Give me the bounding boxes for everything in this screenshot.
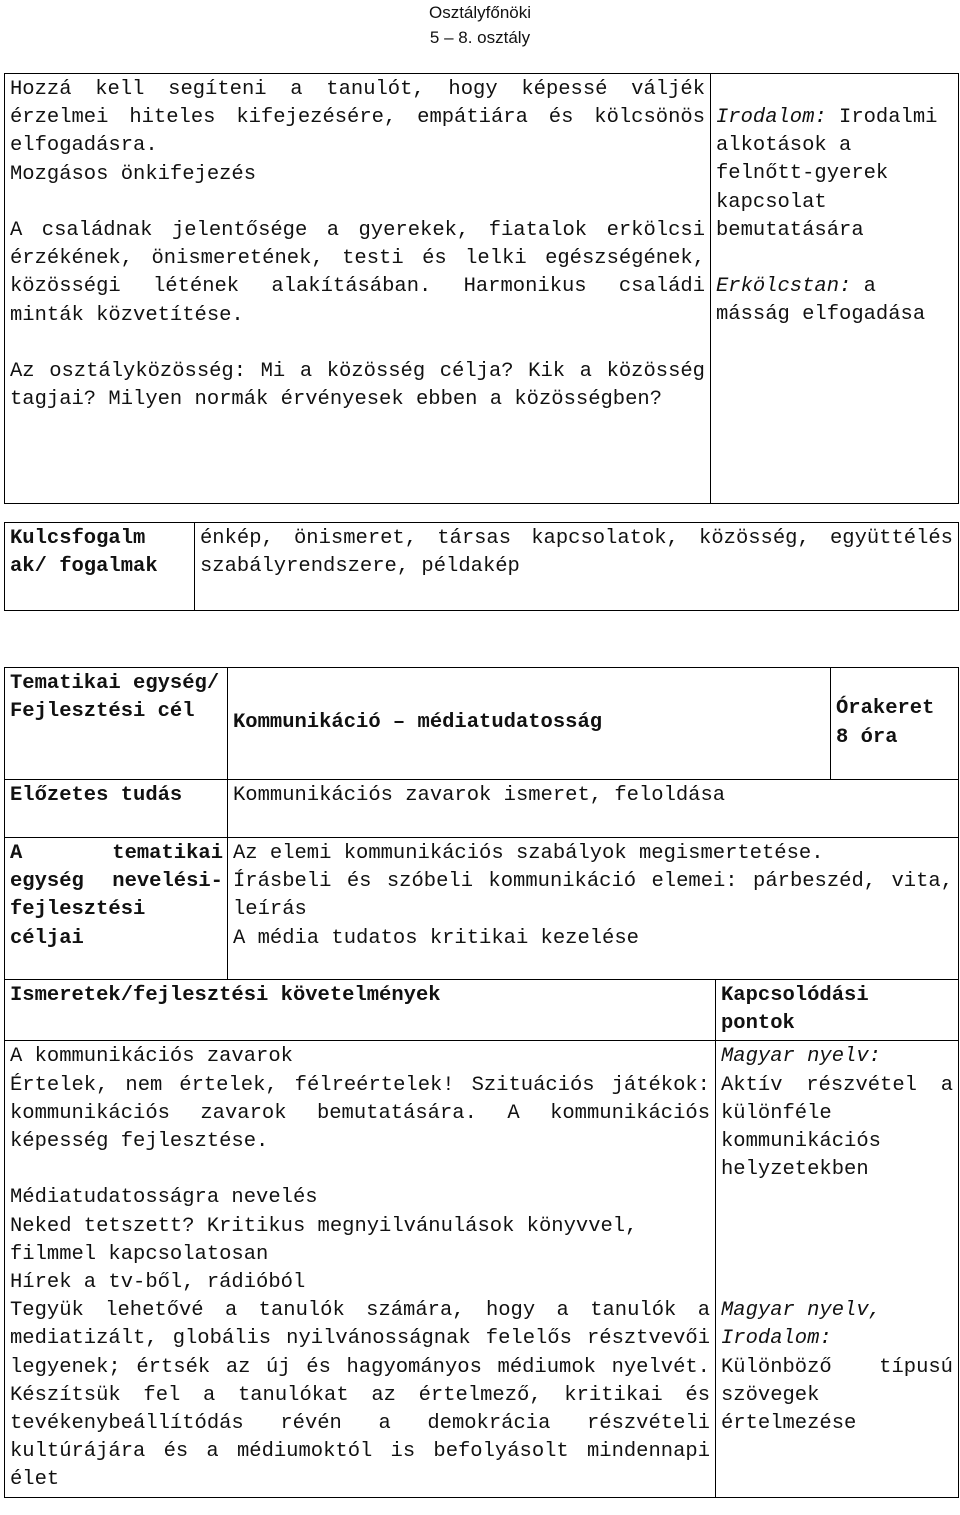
connections-cell <box>711 74 959 504</box>
irodalom-text: Irodalmi alkotások a felnőtt-gyerek kapcsolat bemutatására <box>716 106 938 242</box>
paragraph-movement: Mozgásos önkifejezés <box>10 162 257 186</box>
req-block2-line2: Hírek a tv-ből, rádióból <box>10 1271 306 1295</box>
erkolcstan-label: Erkölcstan: <box>716 275 852 299</box>
key-concepts-label: Kulcsfogalm ak/ fogalmak <box>5 523 195 611</box>
req-block1-text: Értelek, nem értelek, félreértelek! Szituációs játékok: kommunikációs zavarok bemutatására. A kommunikációs képesség fejlesztése. <box>10 1073 710 1154</box>
page-header <box>0 0 960 50</box>
link2-label-1: Magyar nyelv, <box>721 1299 881 1323</box>
goals-label <box>5 838 228 980</box>
hours-label: Órakeret <box>836 697 935 721</box>
goals-line-3: A média tudatos kritikai kezelése <box>233 926 639 950</box>
erkolcstan-text: a másság elfogadása <box>716 275 926 327</box>
hours-cell <box>831 668 959 780</box>
requirements-header: Ismeretek/fejlesztési követelmények <box>5 980 716 1041</box>
link2-label-2: Irodalom: <box>721 1327 832 1351</box>
prior-knowledge-label: Előzetes tudás <box>5 780 228 838</box>
req-block2-title: Médiatudatosságra nevelés <box>10 1186 318 1210</box>
hours-value: 8 óra <box>836 725 898 749</box>
link1-label: Magyar nyelv: <box>721 1045 881 1069</box>
unit-title: Kommunikáció – médiatudatosság <box>228 668 831 780</box>
req-block1-title: A kommunikációs zavarok <box>10 1045 293 1069</box>
links-header: Kapcsolódási pontok <box>716 980 959 1041</box>
header-subject: Osztályfőnöki <box>428 3 532 22</box>
unit-table <box>4 667 959 1498</box>
goals-label-text: A tematikai egység nevelési-fejlesztési céljai <box>10 842 223 950</box>
paragraph-empathy: Hozzá kell segíteni a tanulót, hogy képessé váljék érzelmei hiteles kifejezésére, empátiára és kölcsönös elfogadásra. <box>10 78 705 158</box>
content-cell <box>5 74 711 504</box>
content-table-top <box>4 73 959 504</box>
prior-knowledge-text: Kommunikációs zavarok ismeret, feloldása <box>228 780 959 838</box>
link1-text: Aktív részvétel a különféle kommunikációs helyzetekben <box>721 1073 953 1182</box>
goals-line-1: Az elemi kommunikációs szabályok megismertetése. <box>233 842 824 865</box>
goals-cell <box>228 838 959 980</box>
key-concepts-text: énkép, önismeret, társas kapcsolatok, közösség, együttélés szabályrendszere, példakép <box>195 523 959 611</box>
link2-text: Különböző típusú szövegek értelmezése <box>721 1355 953 1435</box>
links-cell <box>716 1041 959 1497</box>
header-grades: 5 – 8. osztály <box>429 28 531 47</box>
key-concepts-table <box>4 522 959 611</box>
req-block2-text: Tegyük lehetővé a tanulók számára, hogy a tanulók a mediatizált, globális nyilvánosságnak felelős résztvevői legyenek; értsék az új és hagyományos médiumok nyelvét. Készítsük fel a tanulókat az értelmező, kritikai és tevékenybeállítódás révén a demokrácia részvételi kultúrájára és a médiumoktól is befolyásolt mindennapi élet <box>10 1299 710 1492</box>
irodalom-label: Irodalom: <box>716 106 827 129</box>
goals-line-2: Írásbeli és szóbeli kommunikáció elemei: párbeszéd, vita, leírás <box>233 870 953 922</box>
requirements-cell <box>5 1041 716 1497</box>
paragraph-family: A családnak jelentősége a gyerekek, fiatalok erkölcsi érzékének, önismeretének, testi és lelki egészségének, közösségi létének alakításában. Harmonikus családi minták közvetítése. <box>10 219 705 327</box>
unit-label: Tematikai egység/ Fejlesztési cél <box>5 668 228 780</box>
paragraph-class-community: Az osztályközösség: Mi a közösség célja? Kik a közösség tagjai? Milyen normák érvényesek ebben a közösségben? <box>10 360 705 412</box>
req-block2-line1: Neked tetszett? Kritikus megnyilvánulások könyvvel, filmmel kapcsolatosan <box>10 1214 638 1266</box>
